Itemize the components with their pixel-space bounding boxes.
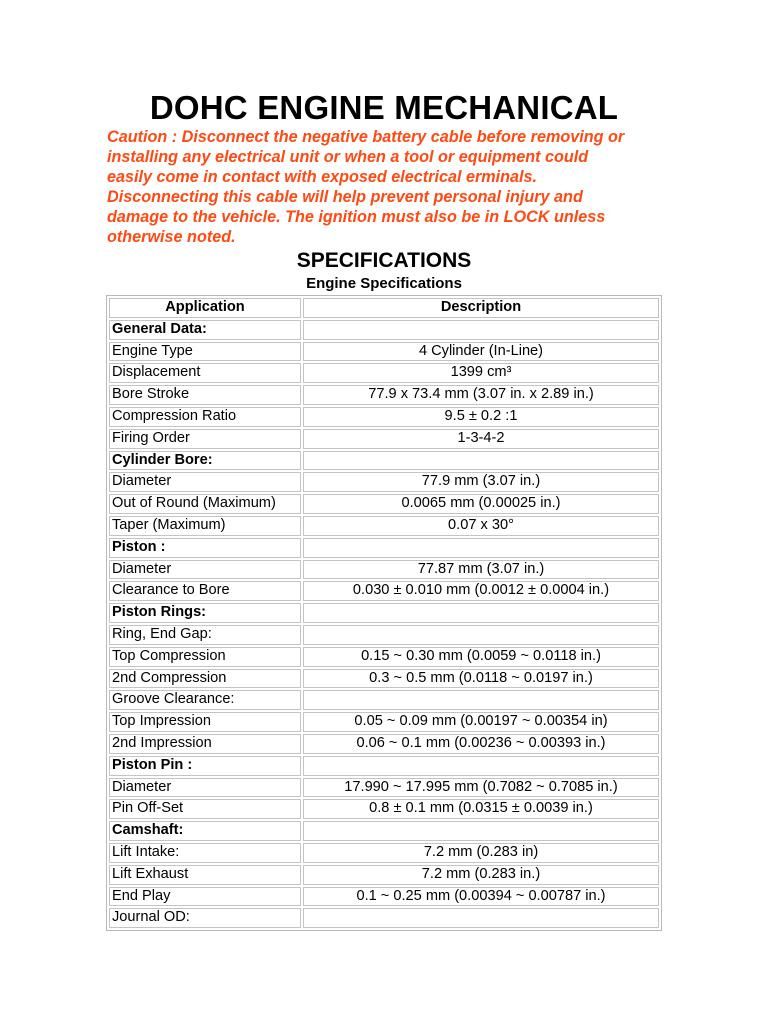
application-cell: Top Impression xyxy=(109,712,301,732)
caution-line: Disconnecting this cable will help prevent personal injury and xyxy=(107,188,583,206)
application-cell: Groove Clearance: xyxy=(109,690,301,710)
application-cell: Out of Round (Maximum) xyxy=(109,494,301,514)
table-row xyxy=(109,647,659,667)
table-row xyxy=(109,363,659,383)
engine-specifications-table xyxy=(106,295,662,931)
application-cell: Ring, End Gap: xyxy=(109,625,301,645)
application-cell: Camshaft: xyxy=(109,821,301,841)
caution-line: damage to the vehicle. The ignition must also be in LOCK unless xyxy=(107,208,606,226)
application-cell: Top Compression xyxy=(109,647,301,667)
application-cell: 2nd Impression xyxy=(109,734,301,754)
description-cell: 0.05 ~ 0.09 mm (0.00197 ~ 0.00354 in) xyxy=(303,712,659,732)
page-title: DOHC ENGINE MECHANICAL xyxy=(149,89,619,126)
application-cell: Diameter xyxy=(109,472,301,492)
table-row xyxy=(109,407,659,427)
table-row xyxy=(109,865,659,885)
table-section-row xyxy=(109,756,659,776)
description-cell: 0.030 ± 0.010 mm (0.0012 ± 0.0004 in.) xyxy=(303,581,659,601)
table-row xyxy=(109,778,659,798)
table-row xyxy=(109,908,659,928)
application-cell: Pin Off-Set xyxy=(109,799,301,819)
description-cell: 1-3-4-2 xyxy=(303,429,659,449)
table-row xyxy=(109,342,659,362)
table-row xyxy=(109,843,659,863)
table-row xyxy=(109,429,659,449)
application-cell: Diameter xyxy=(109,778,301,798)
description-cell xyxy=(303,320,659,340)
table-section-row xyxy=(109,821,659,841)
section-heading: SPECIFICATIONS xyxy=(296,249,472,272)
application-cell: Displacement xyxy=(109,363,301,383)
application-cell: Bore Stroke xyxy=(109,385,301,405)
application-cell: Clearance to Bore xyxy=(109,581,301,601)
application-cell: Taper (Maximum) xyxy=(109,516,301,536)
table-row xyxy=(109,625,659,645)
description-cell xyxy=(303,908,659,928)
caution-line: Caution : Disconnect the negative battery cable before removing or xyxy=(107,128,625,146)
description-cell xyxy=(303,690,659,710)
table-section-row xyxy=(109,538,659,558)
table-section-row xyxy=(109,451,659,471)
table-row xyxy=(109,385,659,405)
table-header-row xyxy=(109,298,659,318)
description-cell: 0.07 x 30° xyxy=(303,516,659,536)
table-row xyxy=(109,581,659,601)
application-cell: Engine Type xyxy=(109,342,301,362)
description-cell: 0.06 ~ 0.1 mm (0.00236 ~ 0.00393 in.) xyxy=(303,734,659,754)
application-cell: Lift Intake: xyxy=(109,843,301,863)
description-cell xyxy=(303,538,659,558)
application-cell: Piston Pin : xyxy=(109,756,301,776)
table-row xyxy=(109,494,659,514)
table-row xyxy=(109,799,659,819)
description-cell: 1399 cm³ xyxy=(303,363,659,383)
table-row xyxy=(109,712,659,732)
application-cell: Compression Ratio xyxy=(109,407,301,427)
table-row xyxy=(109,887,659,907)
application-cell: Piston : xyxy=(109,538,301,558)
application-cell: Firing Order xyxy=(109,429,301,449)
caution-line: installing any electrical unit or when a tool or equipment could xyxy=(107,148,589,166)
description-cell: 4 Cylinder (In-Line) xyxy=(303,342,659,362)
description-cell: 77.9 mm (3.07 in.) xyxy=(303,472,659,492)
table-section-row xyxy=(109,320,659,340)
application-cell: End Play xyxy=(109,887,301,907)
description-cell: 77.87 mm (3.07 in.) xyxy=(303,560,659,580)
table-row xyxy=(109,669,659,689)
application-cell: 2nd Compression xyxy=(109,669,301,689)
table-row xyxy=(109,734,659,754)
table-row xyxy=(109,560,659,580)
application-cell: Diameter xyxy=(109,560,301,580)
caution-line: otherwise noted. xyxy=(107,228,236,246)
caution-note xyxy=(107,127,687,247)
description-cell xyxy=(303,821,659,841)
table-row xyxy=(109,516,659,536)
description-cell: 0.15 ~ 0.30 mm (0.0059 ~ 0.0118 in.) xyxy=(303,647,659,667)
table-caption: Engine Specifications xyxy=(306,275,462,292)
application-cell: General Data: xyxy=(109,320,301,340)
description-cell: 0.0065 mm (0.00025 in.) xyxy=(303,494,659,514)
table-row xyxy=(109,472,659,492)
description-cell xyxy=(303,756,659,776)
application-cell: Journal OD: xyxy=(109,908,301,928)
header-application: Application xyxy=(109,298,301,318)
description-cell: 7.2 mm (0.283 in.) xyxy=(303,865,659,885)
description-cell: 77.9 x 73.4 mm (3.07 in. x 2.89 in.) xyxy=(303,385,659,405)
table-row xyxy=(109,690,659,710)
description-cell: 9.5 ± 0.2 :1 xyxy=(303,407,659,427)
header-description: Description xyxy=(303,298,659,318)
description-cell xyxy=(303,451,659,471)
table-section-row xyxy=(109,603,659,623)
application-cell: Lift Exhaust xyxy=(109,865,301,885)
caution-line: easily come in contact with exposed electrical erminals. xyxy=(107,168,538,186)
application-cell: Cylinder Bore: xyxy=(109,451,301,471)
description-cell: 0.3 ~ 0.5 mm (0.0118 ~ 0.0197 in.) xyxy=(303,669,659,689)
application-cell: Piston Rings: xyxy=(109,603,301,623)
description-cell: 17.990 ~ 17.995 mm (0.7082 ~ 0.7085 in.) xyxy=(303,778,659,798)
description-cell xyxy=(303,603,659,623)
description-cell xyxy=(303,625,659,645)
description-cell: 0.8 ± 0.1 mm (0.0315 ± 0.0039 in.) xyxy=(303,799,659,819)
description-cell: 0.1 ~ 0.25 mm (0.00394 ~ 0.00787 in.) xyxy=(303,887,659,907)
description-cell: 7.2 mm (0.283 in) xyxy=(303,843,659,863)
